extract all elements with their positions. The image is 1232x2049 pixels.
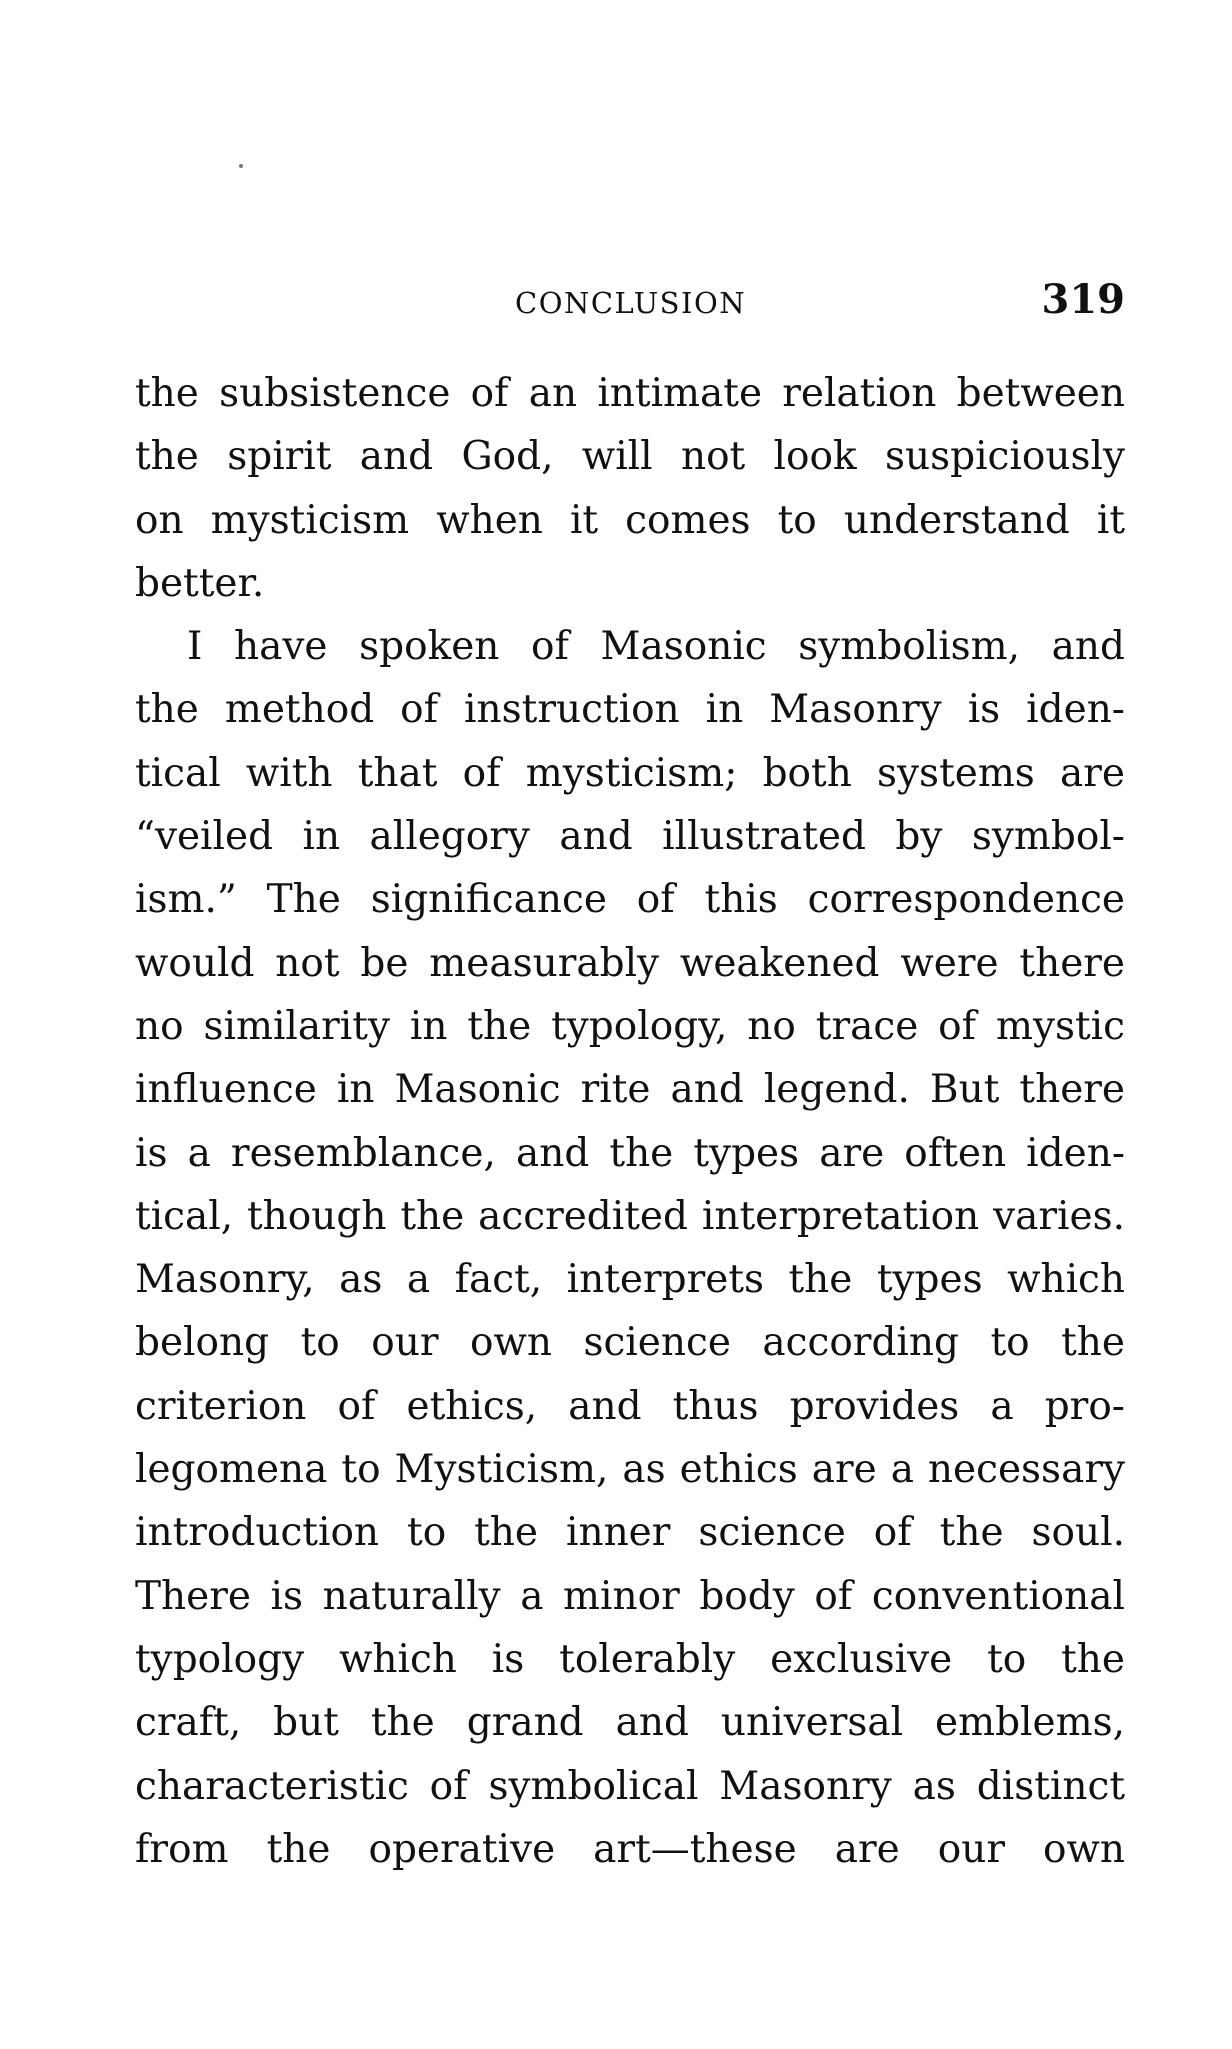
text-line: no similarity in the typology, no trace of mystic	[135, 1003, 1125, 1049]
text-line: “veiled in allegory and illustrated by symbol-	[135, 814, 1125, 860]
text-line: Masonry, as a fact, interprets the types which	[135, 1257, 1125, 1303]
text-line: ism.” The significance of this correspondence	[135, 877, 1125, 923]
text-line: is a resemblance, and the types are often iden-	[135, 1130, 1125, 1176]
text-line: from the operative art—these are our own	[135, 1826, 1125, 1872]
text-line: the spirit and God, will not look suspiciously	[135, 434, 1125, 480]
body-text	[135, 362, 1125, 1881]
text-line: on mysticism when it comes to understand it	[135, 497, 1125, 543]
text-line: the method of instruction in Masonry is iden-	[135, 687, 1125, 733]
page-number: 319	[1041, 276, 1125, 323]
text-line: tical with that of mysticism; both systems are	[135, 750, 1125, 796]
paragraph-2	[135, 615, 1125, 1881]
text-line: criterion of ethics, and thus provides a pro-	[135, 1383, 1125, 1429]
text-line: There is naturally a minor body of conventional	[135, 1573, 1125, 1619]
text-line: craft, but the grand and universal emblems,	[135, 1700, 1125, 1746]
text-line: characteristic of symbolical Masonry as distinct	[135, 1763, 1125, 1809]
text-line: legomena to Mysticism, as ethics are a necessary	[135, 1447, 1125, 1493]
text-line: influence in Masonic rite and legend. But there	[135, 1067, 1125, 1113]
text-line: belong to our own science according to the	[135, 1320, 1125, 1366]
text-line: I have spoken of Masonic symbolism, and	[187, 624, 1125, 670]
text-line: introduction to the inner science of the soul.	[135, 1510, 1125, 1556]
running-head-title: CONCLUSION	[515, 286, 747, 320]
text-line: would not be measurably weakened were there	[135, 940, 1125, 986]
text-line: tical, though the accredited interpretation varies.	[135, 1193, 1125, 1239]
text-line: typology which is tolerably exclusive to the	[135, 1636, 1125, 1682]
speck-mark	[239, 164, 243, 168]
text-line: the subsistence of an intimate relation between	[135, 371, 1125, 416]
paragraph-1	[135, 362, 1125, 615]
running-head	[135, 276, 1125, 326]
text-line: better.	[135, 560, 265, 606]
